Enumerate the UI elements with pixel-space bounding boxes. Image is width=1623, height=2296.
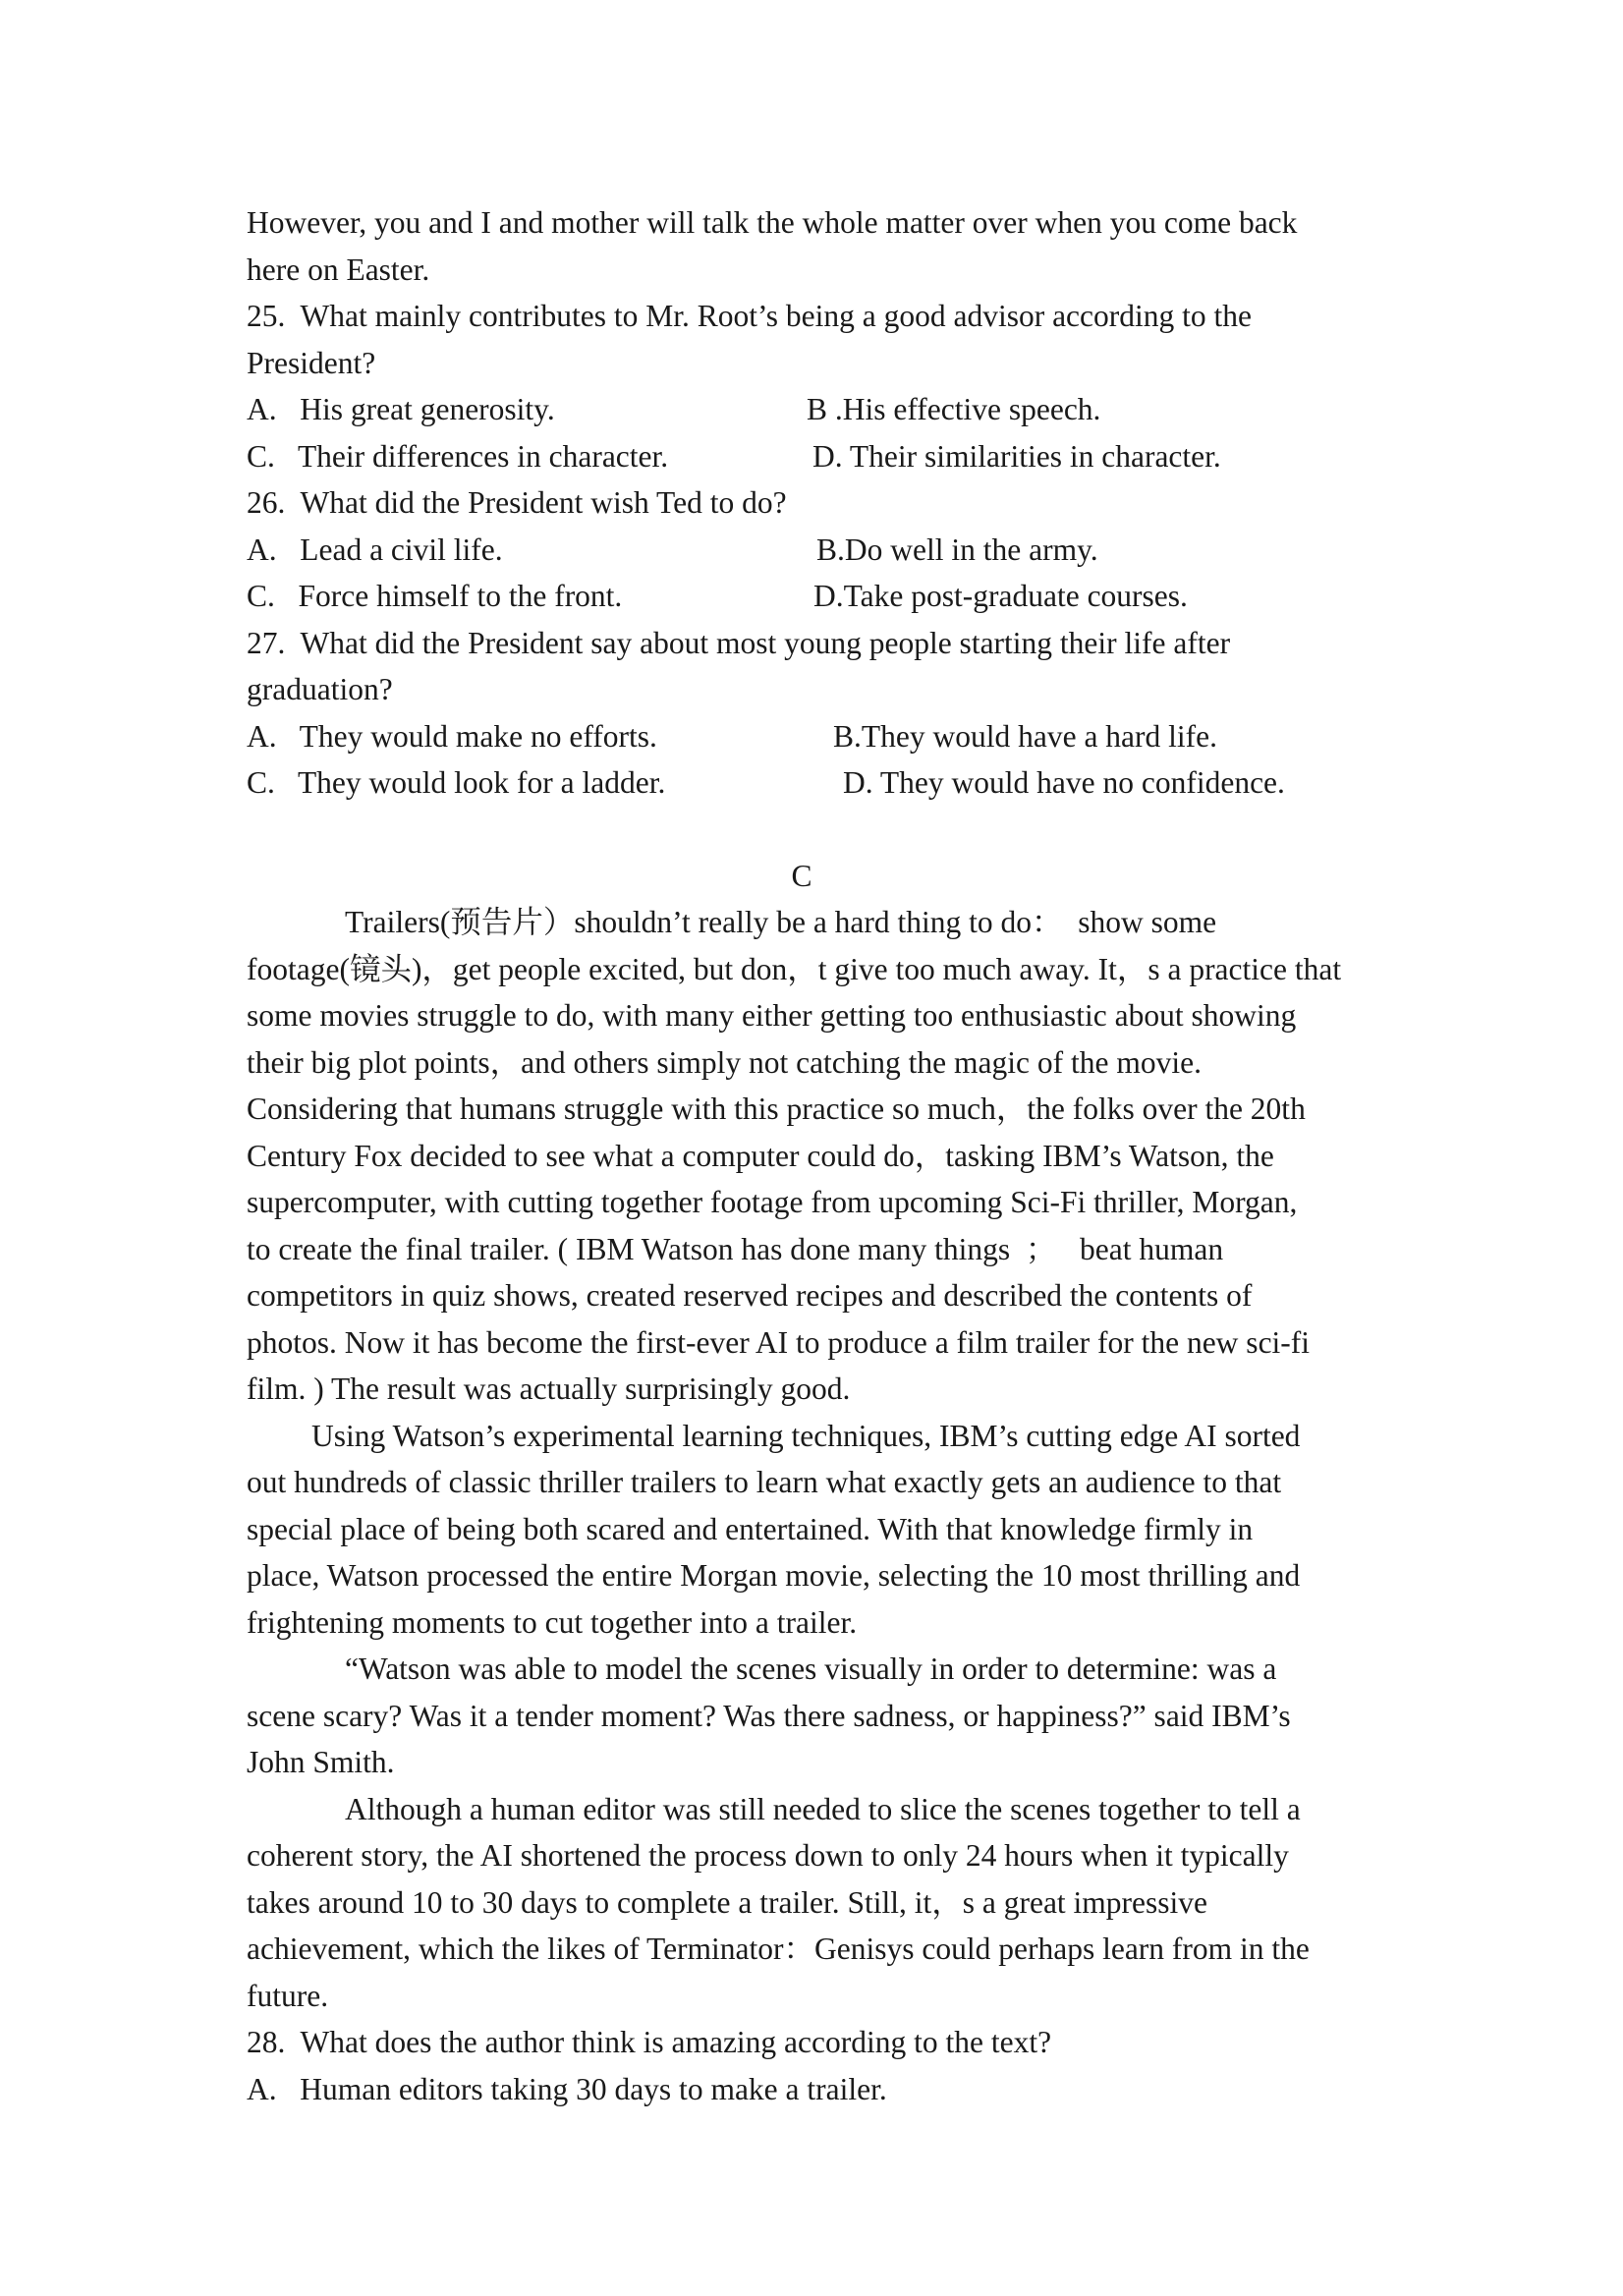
paragraph-2	[247, 1413, 1396, 1647]
option-b: B .His effective speech.	[807, 392, 1101, 426]
question-28	[247, 2019, 1396, 2112]
paragraph-line: to create the final trailer. ( IBM Watson has done many things ； beat human	[247, 1231, 1224, 1266]
paragraph-line: special place of being both scared and entertained. With that knowledge firmly in	[247, 1511, 1254, 1546]
question-stem: 27. What did the President say about most young people starting their life after	[247, 625, 1231, 660]
option-row	[247, 713, 1396, 760]
paragraph-line: out hundreds of classic thriller trailers to learn what exactly gets an audience to that	[247, 1465, 1282, 1499]
paragraph-line: Using Watson’s experimental learning techniques, IBM’s cutting edge AI sorted	[311, 1418, 1301, 1453]
option-c: C. Force himself to the front.	[247, 579, 623, 613]
question-stem: President?	[247, 345, 376, 380]
option-c: C. They would look for a ladder.	[247, 765, 666, 800]
paragraph-line: scene scary? Was it a tender moment? Was there sadness, or happiness?” said IBM’s	[247, 1698, 1291, 1733]
option-b: B.Do well in the army.	[816, 532, 1098, 567]
question-stem: graduation?	[247, 672, 393, 706]
paragraph-line: some movies struggle to do, with many either getting too enthusiastic about showing	[247, 998, 1297, 1033]
option-a: A. Human editors taking 30 days to make a trailer.	[247, 2071, 887, 2106]
option-d: D.Take post-graduate courses.	[813, 579, 1188, 613]
paragraph-line: their big plot points，and others simply not catching the magic of the movie.	[247, 1044, 1202, 1080]
document-page	[247, 199, 1396, 2112]
question-26	[247, 479, 1396, 620]
paragraph-line: coherent story, the AI shortened the process down to only 24 hours when it typically	[247, 1838, 1289, 1873]
paragraph-4	[247, 1786, 1396, 2020]
paragraph-line: supercomputer, with cutting together footage from upcoming Sci-Fi thriller, Morgan,	[247, 1185, 1298, 1219]
question-27	[247, 620, 1396, 807]
paragraph-line: competitors in quiz shows, created reserved recipes and described the contents of	[247, 1278, 1253, 1313]
paragraph-line: future.	[247, 1978, 329, 2013]
paragraph-line: film. ) The result was actually surprisingly good.	[247, 1372, 851, 1406]
paragraph-line: Century Fox decided to see what a computer could do，tasking IBM’s Watson, the	[247, 1138, 1274, 1173]
paragraph-line: achievement, which the likes of Terminator：Genisys could perhaps learn from in the	[247, 1932, 1310, 1966]
option-c: C. Their differences in character.	[247, 438, 669, 474]
paragraph-line: “Watson was able to model the scenes visually in order to determine: was a	[345, 1652, 1277, 1686]
paragraph-line: However, you and I and mother will talk the whole matter over when you come back	[247, 205, 1298, 240]
paragraph-line: footage(镜头)，get people excited, but don，t give too much away. It，s a practice that	[247, 951, 1342, 986]
paragraph-line: place, Watson processed the entire Morgan movie, selecting the 10 most thrilling and	[247, 1558, 1301, 1593]
option-a: A. Lead a civil life.	[247, 532, 503, 567]
option-d: D. Their similarities in character.	[812, 438, 1221, 474]
option-row	[247, 433, 1396, 480]
question-stem: 28. What does the author think is amazing according to the text?	[247, 2025, 1052, 2059]
option-a: A. His great generosity.	[247, 392, 555, 426]
passage-b-tail	[247, 199, 1396, 293]
paragraph-1	[247, 899, 1396, 1413]
paragraph-line: John Smith.	[247, 1745, 395, 1779]
paragraph-line: Considering that humans struggle with this practice so much，the folks over the 20th	[247, 1092, 1306, 1126]
question-25	[247, 293, 1396, 479]
question-stem: 26. What did the President wish Ted to do?	[247, 485, 787, 520]
paragraph-3	[247, 1646, 1396, 1786]
question-stem: 25. What mainly contributes to Mr. Root’s being a good advisor according to the	[247, 299, 1252, 333]
paragraph-line: photos. Now it has become the first-ever AI to produce a film trailer for the new sci-fi	[247, 1324, 1311, 1360]
paragraph-line: frightening moments to cut together into a trailer.	[247, 1604, 858, 1640]
paragraph-line: Trailers(预告片）shouldn’t really be a hard thing to do： show some	[345, 905, 1217, 939]
option-row	[247, 527, 1396, 574]
option-b: B.They would have a hard life.	[833, 718, 1217, 754]
paragraph-line: takes around 10 to 30 days to complete a trailer. Still, it，s a great impressive	[247, 1884, 1208, 1920]
paragraph-line: Although a human editor was still needed to slice the scenes together to tell a	[345, 1791, 1301, 1826]
option-a: A. They would make no efforts.	[247, 718, 657, 754]
section-heading: C	[791, 858, 812, 893]
option-d: D. They would have no confidence.	[843, 765, 1285, 800]
option-row	[247, 573, 1396, 620]
option-row	[247, 386, 1396, 433]
option-row	[247, 759, 1396, 807]
paragraph-line: here on Easter.	[247, 252, 430, 287]
